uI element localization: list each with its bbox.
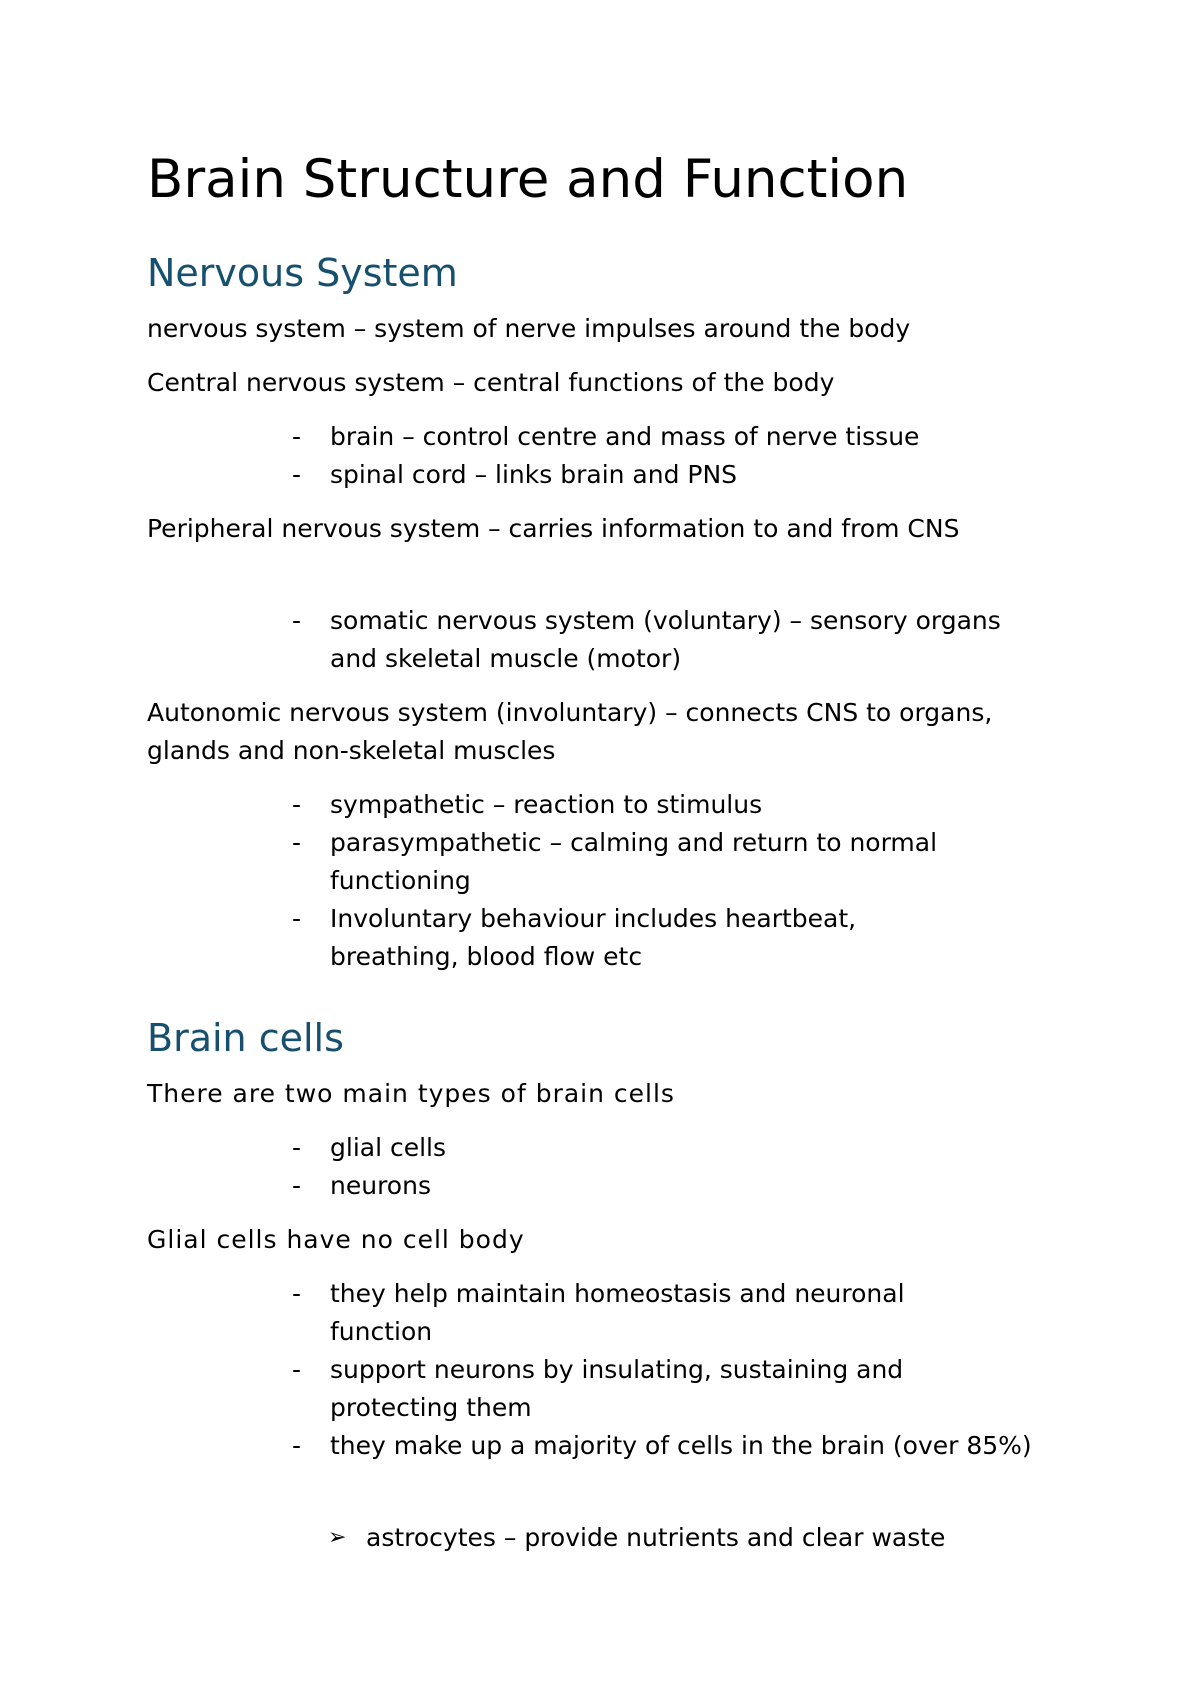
- sub-list-item-text: astrocytes – provide nutrients and clear waste: [366, 1523, 946, 1552]
- list-item: [292, 456, 1072, 494]
- list-item: [292, 824, 1062, 900]
- paragraph: Peripheral nervous system – carries information to and from CNS: [147, 514, 960, 543]
- dash-bullet-icon: -: [292, 1279, 302, 1308]
- dash-bullet-icon: -: [292, 606, 302, 635]
- list-item-text: they make up a majority of cells in the brain (over 85%): [330, 1431, 1032, 1460]
- dash-bullet-icon: -: [292, 1355, 302, 1384]
- arrow-bullet-icon: ➢: [328, 1525, 347, 1550]
- list-item: [292, 602, 1022, 678]
- list-item-text: they help maintain homeostasis and neuronal function: [330, 1279, 905, 1346]
- paragraph: Glial cells have no cell body: [147, 1225, 525, 1254]
- list-item: [292, 1167, 1072, 1205]
- dash-bullet-icon: -: [292, 790, 302, 819]
- list-item: [292, 786, 1072, 824]
- list-item-text: parasympathetic – calming and return to normal functioning: [330, 828, 938, 895]
- list-item: [292, 1427, 1072, 1465]
- paragraph: Central nervous system – central functions of the body: [147, 368, 835, 397]
- list-item-text: Involuntary behaviour includes heartbeat, breathing, blood flow etc: [330, 904, 857, 971]
- dash-bullet-icon: -: [292, 1133, 302, 1162]
- dash-bullet-icon: -: [292, 904, 302, 933]
- section-heading-nervous-system: Nervous System: [147, 251, 458, 295]
- dash-bullet-icon: -: [292, 460, 302, 489]
- paragraph: nervous system – system of nerve impulses around the body: [147, 314, 911, 343]
- dash-bullet-icon: -: [292, 1431, 302, 1460]
- list-item-text: sympathetic – reaction to stimulus: [330, 790, 763, 819]
- list-item: [292, 1275, 1012, 1351]
- dash-bullet-icon: -: [292, 1171, 302, 1200]
- dash-bullet-icon: -: [292, 828, 302, 857]
- list-item-text: brain – control centre and mass of nerve tissue: [330, 422, 920, 451]
- list-item: [292, 1129, 1072, 1167]
- list-item-text: neurons: [330, 1171, 431, 1200]
- list-item: [292, 1351, 1012, 1427]
- sub-list-item: [328, 1519, 1088, 1557]
- list-item-text: support neurons by insulating, sustaining and protecting them: [330, 1355, 904, 1422]
- list-item: [292, 900, 972, 976]
- paragraph: Autonomic nervous system (involuntary) – connects CNS to organs, glands and non-skeletal muscles: [147, 698, 993, 765]
- document-title: Brain Structure and Function: [147, 149, 909, 210]
- list-item-text: somatic nervous system (voluntary) – sensory organs and skeletal muscle (motor): [330, 606, 1001, 673]
- list-item: [292, 418, 1072, 456]
- paragraph: There are two main types of brain cells: [147, 1079, 675, 1108]
- list-item-text: glial cells: [330, 1133, 447, 1162]
- dash-bullet-icon: -: [292, 422, 302, 451]
- section-heading-brain-cells: Brain cells: [147, 1016, 344, 1060]
- list-item-text: spinal cord – links brain and PNS: [330, 460, 738, 489]
